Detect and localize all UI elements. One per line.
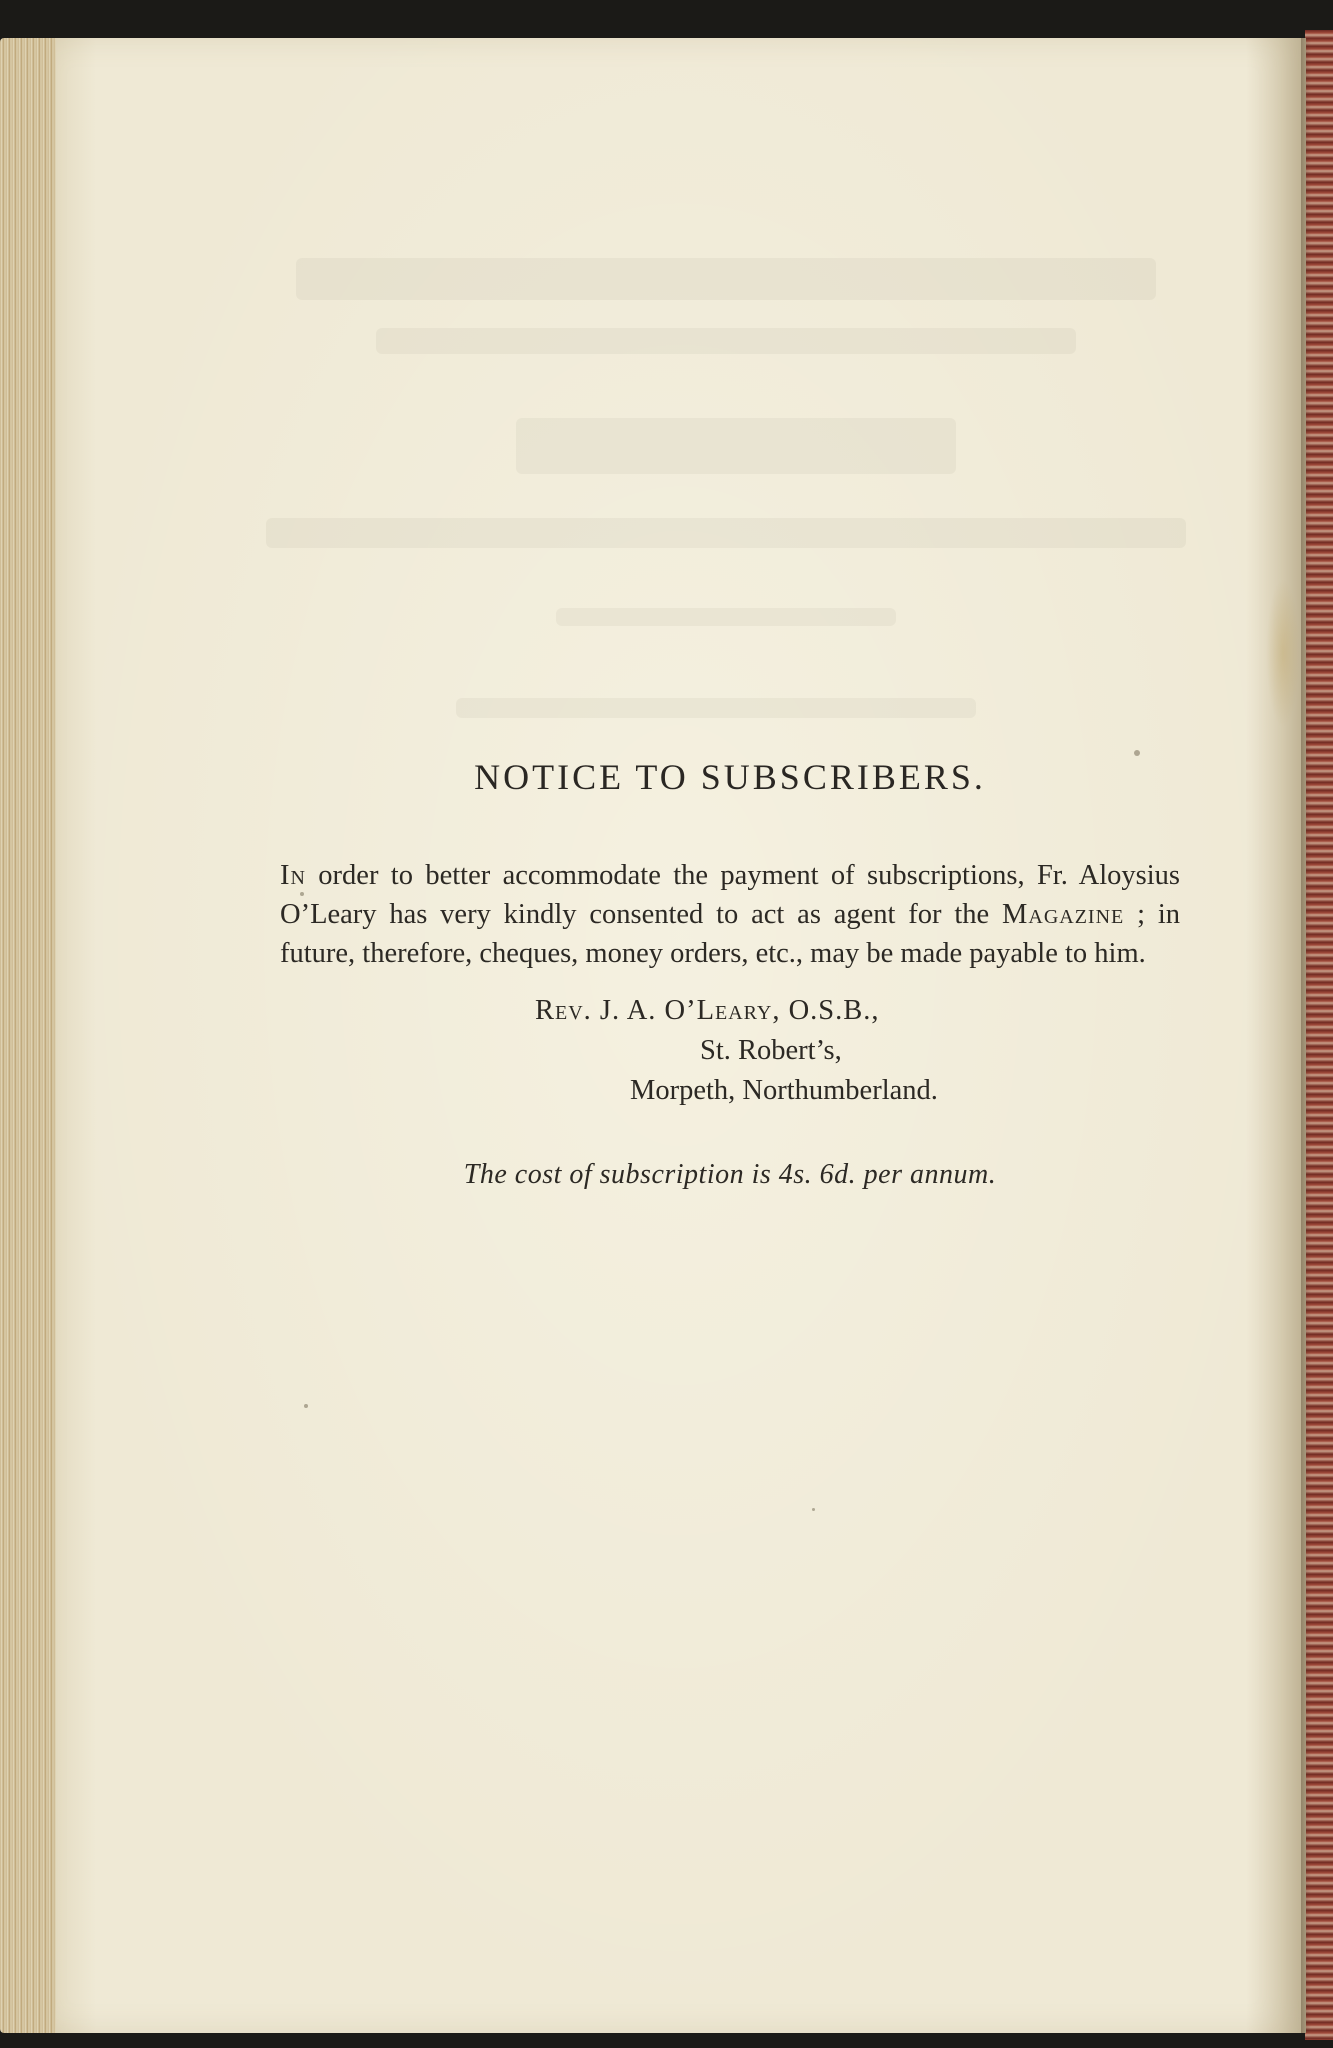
address-block — [280, 991, 1180, 1111]
paper-speck — [304, 1404, 308, 1408]
paper-speck — [812, 1508, 815, 1511]
address-name: Rev. J. A. O’Leary, O.S.B., — [535, 995, 880, 1026]
paragraph-lead-word: In — [280, 860, 306, 891]
address-town: Morpeth, Northumberland. — [630, 1075, 938, 1106]
address-parish: St. Robert’s, — [700, 1035, 842, 1066]
show-through — [256, 228, 1196, 748]
binding-shadow — [1301, 38, 1311, 2033]
page-stain — [1266, 578, 1300, 728]
page-gutter-shadow — [1246, 38, 1306, 2033]
notice-block — [280, 756, 1180, 1191]
paragraph-text-2: ; in future, therefore, cheques, money orders, etc., may be made payable to him. — [280, 899, 1181, 969]
page-edges — [0, 38, 62, 2033]
notice-paragraph — [280, 856, 1180, 973]
notice-title: NOTICE TO SUBSCRIBERS. — [474, 757, 986, 797]
paragraph-text-1: order to better accommodate the payment of subscriptions, Fr. Aloysius O’Leary has very kindly consented to act as agent for the — [280, 860, 1180, 930]
subscription-cost: The cost of subscription is 4s. 6d. per annum. — [463, 1159, 997, 1190]
paragraph-magazine: Magazine — [1002, 899, 1125, 930]
